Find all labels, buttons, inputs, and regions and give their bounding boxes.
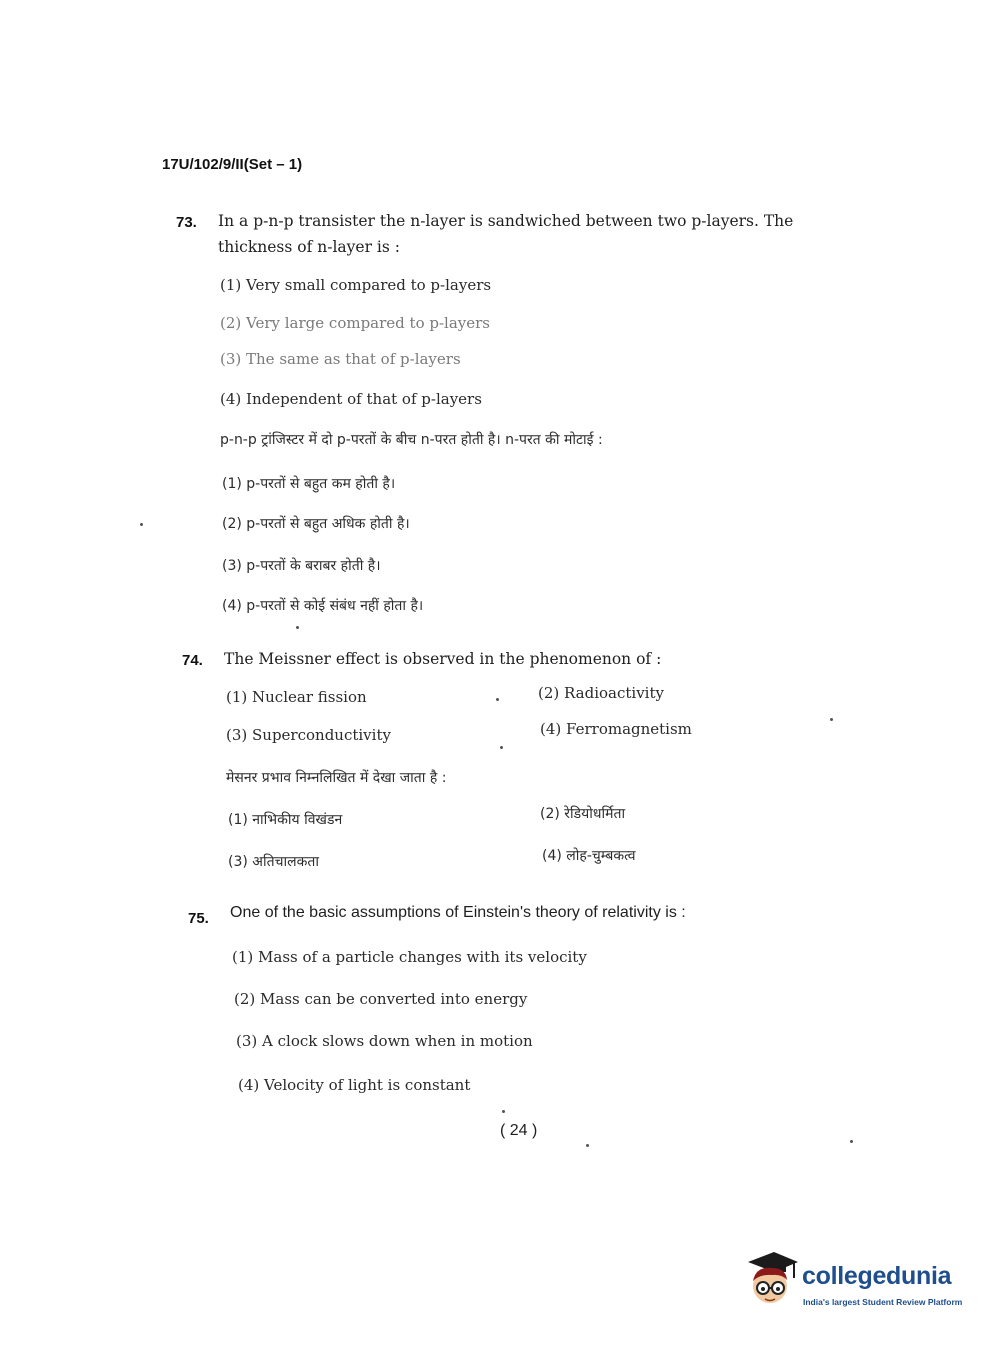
q73-option-en-1: (1) Very small compared to p-layers: [220, 276, 492, 294]
paper-code: 17U/102/9/II(Set – 1): [162, 156, 303, 173]
q75-option-en-3: (3) A clock slows down when in motion: [236, 1032, 533, 1050]
scan-speck: [502, 1110, 505, 1113]
scan-speck: [140, 523, 143, 526]
q74-option-hi-4: (4) लोह-चुम्बकत्व: [542, 848, 636, 864]
q75-option-en-4: (4) Velocity of light is constant: [238, 1076, 471, 1094]
q74-option-hi-3: (3) अतिचालकता: [228, 854, 319, 870]
q73-option-en-3: (3) The same as that of p-layers: [220, 350, 461, 368]
question-74-number: 74.: [182, 652, 203, 669]
mascot-icon: [742, 1248, 798, 1308]
q73-option-en-4: (4) Independent of that of p-layers: [220, 390, 482, 408]
scan-speck: [496, 698, 499, 701]
q74-hindi-question: मेसनर प्रभाव निम्नलिखित में देखा जाता है :: [226, 770, 447, 786]
q74-option-en-1: (1) Nuclear fission: [226, 688, 367, 706]
q73-hindi-question: p-n-p ट्रांजिस्टर में दो p-परतों के बीच n-परत होती है। n-परत की मोटाई :: [220, 432, 603, 448]
question-73-text-line1: In a p-n-p transister the n-layer is sandwiched between two p-layers. The: [218, 212, 794, 230]
q73-option-hi-3: (3) p-परतों के बराबर होती है।: [222, 558, 381, 574]
q74-option-en-4: (4) Ferromagnetism: [540, 720, 692, 738]
question-73-number: 73.: [176, 214, 197, 231]
scan-speck: [296, 626, 299, 629]
q73-option-hi-2: (2) p-परतों से बहुत अधिक होती है।: [222, 516, 410, 532]
scan-speck: [850, 1140, 853, 1143]
page-number: ( 24 ): [500, 1122, 538, 1139]
q74-option-hi-2: (2) रेडियोधर्मिता: [540, 806, 626, 822]
scan-speck: [500, 746, 503, 749]
q73-option-hi-1: (1) p-परतों से बहुत कम होती है।: [222, 476, 396, 492]
scan-speck: [586, 1144, 589, 1147]
q74-option-hi-1: (1) नाभिकीय विखंडन: [228, 812, 343, 828]
q75-option-en-1: (1) Mass of a particle changes with its velocity: [232, 948, 587, 966]
question-73-text-line2: thickness of n-layer is :: [218, 238, 400, 256]
question-75-text: One of the basic assumptions of Einstein's theory of relativity is :: [230, 904, 686, 921]
question-75-number: 75.: [188, 910, 209, 927]
q73-option-hi-4: (4) p-परतों से कोई संबंध नहीं होता है।: [222, 598, 424, 614]
question-74-text: The Meissner effect is observed in the phenomenon of :: [224, 650, 662, 668]
logo-wordmark: collegedunia: [802, 1262, 952, 1290]
scan-speck: [830, 718, 833, 721]
logo-tagline: India's largest Student Review Platform: [803, 1297, 963, 1307]
q75-option-en-2: (2) Mass can be converted into energy: [234, 990, 528, 1008]
q74-option-en-3: (3) Superconductivity: [226, 726, 391, 744]
q74-option-en-2: (2) Radioactivity: [538, 684, 664, 702]
collegedunia-logo: [742, 1248, 972, 1318]
q73-option-en-2: (2) Very large compared to p-layers: [220, 314, 490, 332]
